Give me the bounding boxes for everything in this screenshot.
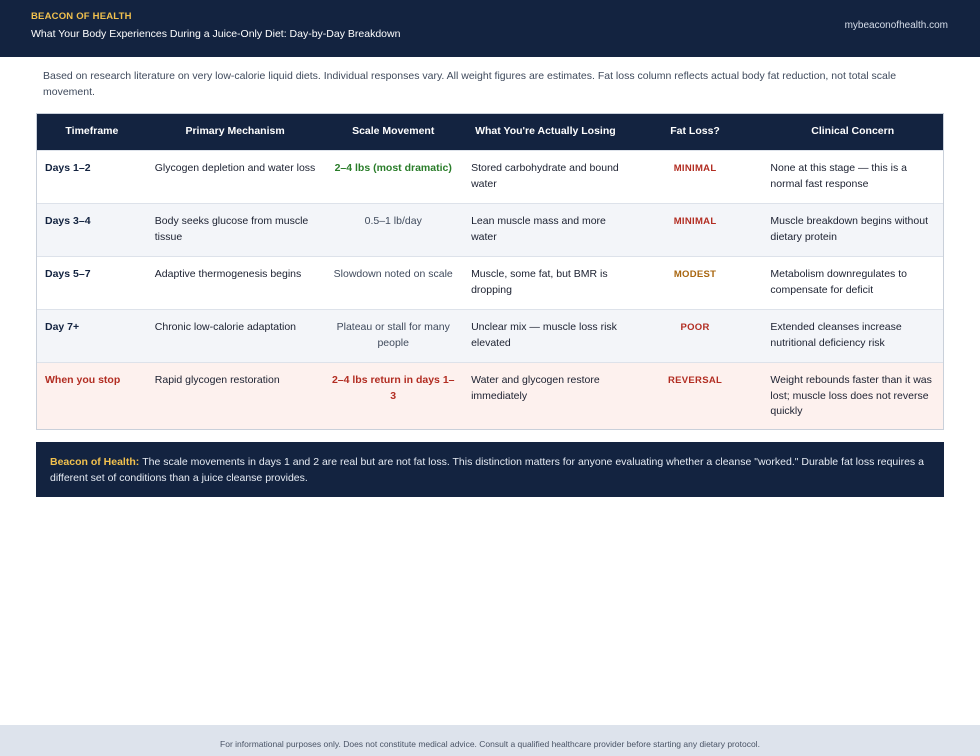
- table-header-row: [37, 114, 943, 150]
- column-header-timeframe: Timeframe: [65, 125, 119, 138]
- breakdown-table: [36, 113, 944, 430]
- losing-cell: Muscle, some fat, but BMR is dropping: [471, 268, 608, 296]
- concern-cell: Muscle breakdown begins without dietary protein: [770, 215, 928, 243]
- fat-loss-badge: MINIMAL: [673, 216, 717, 227]
- losing-cell: Lean muscle mass and more water: [471, 215, 606, 243]
- editorial-note: [36, 442, 944, 497]
- column-header-mechanism: Primary Mechanism: [185, 125, 285, 138]
- table-row: [37, 256, 943, 309]
- page-footer: [0, 725, 980, 756]
- losing-cell: Unclear mix — muscle loss risk elevated: [471, 321, 617, 349]
- column-header-scale: Scale Movement: [352, 125, 435, 138]
- losing-cell: Water and glycogen restore immediately: [471, 374, 600, 402]
- site-url[interactable]: mybeaconofhealth.com: [844, 20, 948, 31]
- concern-cell: Extended cleanses increase nutritional deficiency risk: [770, 321, 902, 349]
- scale-cell: 2–4 lbs return in days 1–3: [331, 374, 455, 402]
- timeframe-cell: Days 5–7: [45, 268, 91, 280]
- column-header-concern: Clinical Concern: [811, 125, 895, 138]
- concern-cell: Metabolism downregulates to compensate for deficit: [770, 268, 907, 296]
- table-row: [37, 309, 943, 362]
- note-label: Beacon of Health:: [50, 456, 143, 468]
- table-row: [37, 150, 943, 203]
- timeframe-cell: Days 1–2: [45, 162, 91, 174]
- page-header: [0, 0, 980, 57]
- fat-loss-badge: MINIMAL: [673, 163, 717, 174]
- mechanism-cell: Chronic low-calorie adaptation: [154, 321, 297, 333]
- table-row: [37, 203, 943, 256]
- scale-cell: 0.5–1 lb/day: [364, 215, 422, 227]
- intro-text: Based on research literature on very low-calorie liquid diets. Individual responses vary. All weight figures are estimates. Fat loss column reflects actual body fat reduction, not total scale movement.: [43, 70, 897, 98]
- fat-loss-badge: MODEST: [673, 269, 717, 280]
- mechanism-cell: Rapid glycogen restoration: [154, 374, 280, 386]
- note-text: The scale movements in days 1 and 2 are real but are not fat loss. This distinction matters for anyone evaluating whether a cleanse "worked." Durable fat loss requires a different set of conditions than a juice cleanse provides.: [50, 456, 924, 484]
- scale-cell: 2–4 lbs (most dramatic): [334, 162, 452, 174]
- concern-cell: Weight rebounds faster than it was lost; muscle loss does not reverse quickly: [770, 374, 932, 417]
- disclaimer-text: For informational purposes only. Does not constitute medical advice. Consult a qualified healthcare provider before starting any dietary protocol.: [220, 739, 760, 749]
- timeframe-cell: Day 7+: [45, 321, 80, 333]
- scale-cell: Slowdown noted on scale: [333, 268, 453, 280]
- timeframe-cell: Days 3–4: [45, 215, 91, 227]
- page-title: What Your Body Experiences During a Juice-Only Diet: Day-by-Day Breakdown: [31, 28, 401, 40]
- column-header-losing: What You're Actually Losing: [475, 125, 616, 138]
- fat-loss-badge: REVERSAL: [667, 375, 723, 386]
- concern-cell: None at this stage — this is a normal fast response: [770, 162, 907, 190]
- mechanism-cell: Body seeks glucose from muscle tissue: [154, 215, 309, 243]
- mechanism-cell: Adaptive thermogenesis begins: [154, 268, 302, 280]
- fat-loss-badge: POOR: [680, 322, 710, 333]
- brand-name: BEACON OF HEALTH: [31, 11, 132, 22]
- mechanism-cell: Glycogen depletion and water loss: [154, 162, 316, 174]
- column-header-fat-loss: Fat Loss?: [670, 125, 720, 138]
- timeframe-cell: When you stop: [45, 374, 121, 386]
- scale-cell: Plateau or stall for many people: [336, 321, 450, 349]
- losing-cell: Stored carbohydrate and bound water: [471, 162, 619, 190]
- table-row-highlight: [37, 362, 943, 429]
